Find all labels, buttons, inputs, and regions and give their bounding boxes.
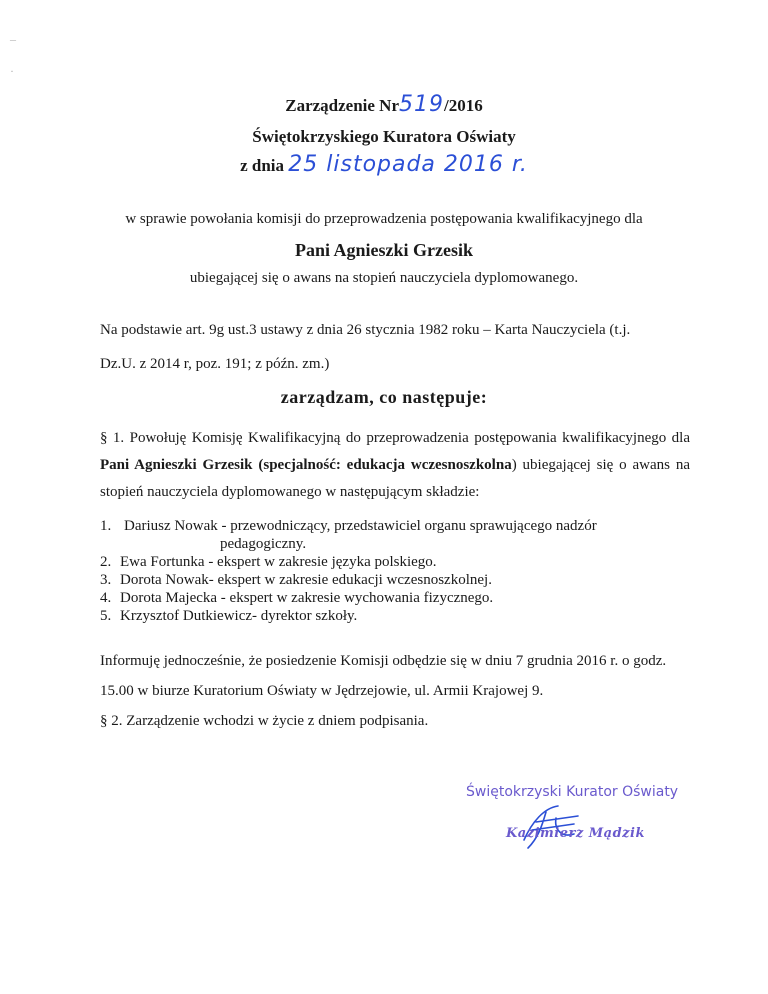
meeting-info-line-1: Informuję jednocześnie, że posiedzenie Komisji odbędzie się w dniu 7 grudnia 2016 r. o godz. xyxy=(100,653,667,669)
date-handwritten: 25 listopada 2016 r. xyxy=(288,152,528,177)
list-text: Dorota Majecka - ekspert w zakresie wychowania fizycznego. xyxy=(120,590,494,606)
list-text-continued: pedagogiczny. xyxy=(220,536,307,552)
list-number: 1. xyxy=(100,518,112,534)
order-suffix: /2016 xyxy=(444,96,483,115)
margin-mark: – xyxy=(10,32,16,46)
section-1-bold: Pani Agnieszki Grzesik (specjalność: edukacja wczesnoszkolna xyxy=(100,457,512,473)
list-number: 2. xyxy=(100,554,112,570)
legal-basis-line-1: Na podstawie art. 9g ust.3 ustawy z dnia 26 stycznia 1982 roku – Karta Nauczyciela (t.j. xyxy=(100,322,631,338)
list-item xyxy=(100,517,700,553)
official-stamp xyxy=(466,784,706,864)
meeting-info xyxy=(100,646,690,736)
subject-line: w sprawie powołania komisji do przeprowadzenia postępowania kwalifikacyjnego dla xyxy=(125,211,643,227)
decision-heading: zarządzam, co następuje: xyxy=(280,387,488,407)
candidate-name: Pani Agnieszki Grzesik xyxy=(294,240,473,260)
order-prefix: Zarządzenie Nr xyxy=(285,96,400,115)
meeting-info-line-2: 15.00 w biurze Kuratorium Oświaty w Jędrzejowie, ul. Armii Krajowej 9. xyxy=(100,683,544,699)
legal-basis xyxy=(100,318,690,376)
signature-icon xyxy=(486,794,606,854)
list-number: 3. xyxy=(100,572,112,588)
list-item xyxy=(100,571,700,589)
section-1-text-2: ) ubiegającej się o awans na stopień nauczyciela dyplomowanego w następującym składzie: xyxy=(100,457,690,500)
section-1 xyxy=(100,425,690,506)
stamp-name: Kazimierz Mądzik xyxy=(506,826,645,841)
list-number: 5. xyxy=(100,608,112,624)
list-item xyxy=(100,607,700,625)
stamp-title: Świętokrzyski Kurator Oświaty xyxy=(466,784,679,800)
list-number: 4. xyxy=(100,590,112,606)
list-text: Dorota Nowak- ekspert w zakresie edukacji wczesnoszkolnej. xyxy=(120,572,492,588)
margin-mark: · xyxy=(10,64,14,78)
list-text: Krzysztof Dutkiewicz- dyrektor szkoły. xyxy=(120,608,358,624)
subject-line-2: ubiegającej się o awans na stopień nauczyciela dyplomowanego. xyxy=(189,270,579,286)
list-text: Dariusz Nowak - przewodniczący, przedstawiciel organu sprawującego nadzór xyxy=(124,518,597,534)
list-text: Ewa Fortunka - ekspert w zakresie języka polskiego. xyxy=(120,554,437,570)
date-prefix: z dnia xyxy=(240,156,285,175)
legal-basis-line-2: Dz.U. z 2014 r, poz. 191; z późn. zm.) xyxy=(100,356,330,372)
committee-list xyxy=(100,517,700,625)
authority-name: Świętokrzyskiego Kuratora Oświaty xyxy=(252,127,516,146)
order-title xyxy=(0,92,768,117)
section-2: § 2. Zarządzenie wchodzi w życie z dniem podpisania. xyxy=(100,713,429,729)
list-item xyxy=(100,589,700,607)
order-number-handwritten: 519 xyxy=(399,92,445,117)
order-date xyxy=(0,152,768,177)
list-item xyxy=(100,553,700,571)
section-1-text: § 1. Powołuję Komisję Kwalifikacyjną do przeprowadzenia postępowania kwalifikacyjnego dla xyxy=(100,430,690,446)
